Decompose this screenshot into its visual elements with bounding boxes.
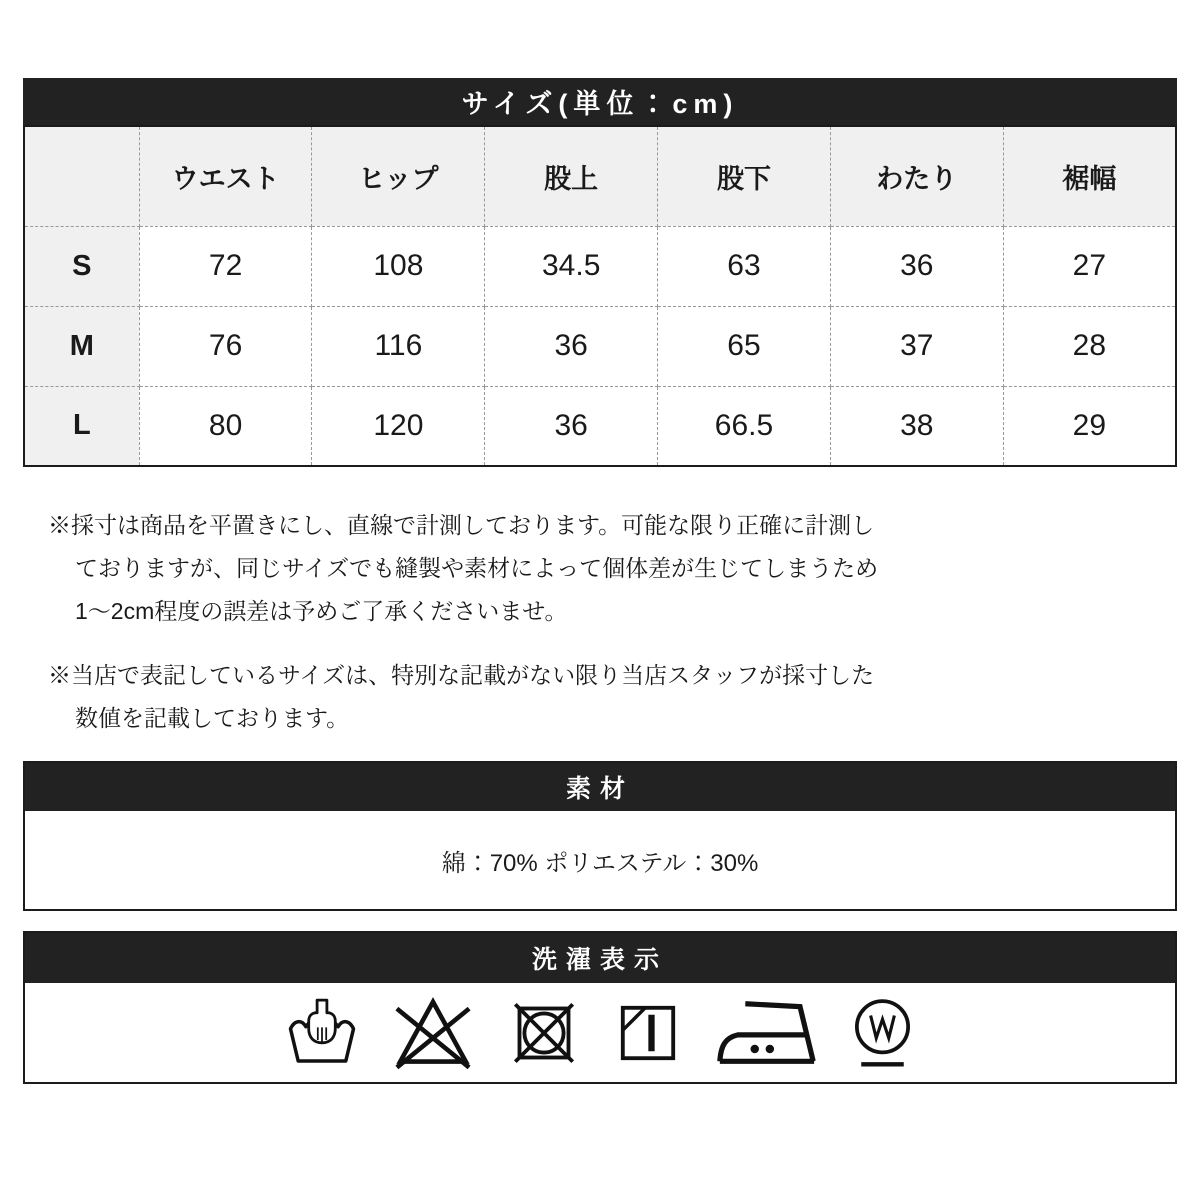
cell-value: 120 [312, 386, 485, 466]
staff-measurement-note: ※当店で表記しているサイズは、特別な記載がない限り当店スタッフが採寸した 数値を記載しております。 [48, 662, 875, 731]
material-composition: 綿：70% ポリエステル：30% [25, 811, 1175, 909]
care-section [23, 931, 1177, 1084]
column-header-rise: 股上 [485, 126, 658, 226]
size-chart-title: サイズ(単位：cm) [23, 78, 1177, 125]
cell-value: 36 [485, 306, 658, 386]
size-label: L [24, 386, 139, 466]
cell-value: 38 [830, 386, 1003, 466]
cell-value: 76 [139, 306, 312, 386]
cell-value: 65 [658, 306, 831, 386]
column-header-waist: ウエスト [139, 126, 312, 226]
table-row-size-l [24, 386, 1176, 466]
care-symbols-row [25, 983, 1175, 1082]
hand-wash-icon [287, 998, 357, 1068]
cell-value: 66.5 [658, 386, 831, 466]
cell-value: 108 [312, 226, 485, 306]
do-not-tumble-dry-icon [509, 998, 579, 1068]
line-dry-in-shade-icon [613, 998, 683, 1068]
corner-cell [24, 126, 139, 226]
column-header-hip: ヒップ [312, 126, 485, 226]
cell-value: 80 [139, 386, 312, 466]
cell-value: 34.5 [485, 226, 658, 306]
cell-value: 28 [1003, 306, 1176, 386]
cell-value: 27 [1003, 226, 1176, 306]
page-content [23, 0, 1177, 1084]
cell-value: 116 [312, 306, 485, 386]
size-chart-table [23, 125, 1177, 467]
wet-clean-gentle-icon [851, 998, 914, 1068]
cell-value: 36 [830, 226, 1003, 306]
table-row-size-m [24, 306, 1176, 386]
care-title: 洗濯表示 [25, 933, 1175, 983]
material-section [23, 761, 1177, 911]
measurement-disclaimer-note: ※採寸は商品を平置きにし、直線で計測しております。可能な限り正確に計測し ておりますが、同じサイズでも縫製や素材によって個体差が生じてしまうため 1〜2cm程度の誤差は予めご了承くださいませ。 [48, 512, 879, 624]
cell-value: 72 [139, 226, 312, 306]
column-header-thigh: わたり [830, 126, 1003, 226]
notes-block [23, 504, 1177, 740]
do-not-bleach-icon [391, 991, 475, 1075]
cell-value: 29 [1003, 386, 1176, 466]
cell-value: 37 [830, 306, 1003, 386]
table-row-size-s [24, 226, 1176, 306]
material-title: 素材 [25, 763, 1175, 811]
size-chart-header-row [24, 126, 1176, 226]
iron-medium-heat-icon [717, 1000, 817, 1066]
size-label: S [24, 226, 139, 306]
size-label: M [24, 306, 139, 386]
column-header-inseam: 股下 [658, 126, 831, 226]
cell-value: 63 [658, 226, 831, 306]
column-header-hem: 裾幅 [1003, 126, 1176, 226]
cell-value: 36 [485, 386, 658, 466]
size-chart-section [23, 78, 1177, 467]
